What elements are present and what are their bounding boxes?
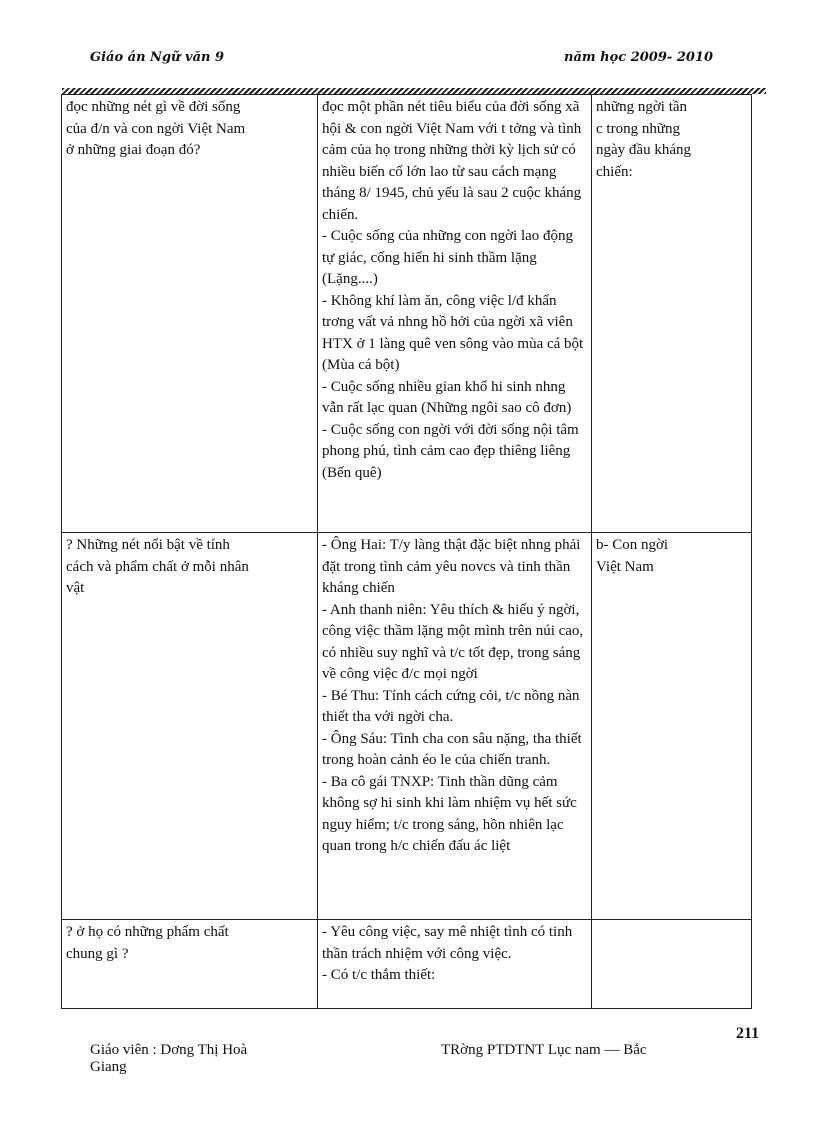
answer-cell xyxy=(318,533,592,920)
answer-paragraph: - Ông Sáu: Tình cha con sâu nặng, tha thiết trong hoàn cảnh éo le của chiến tranh. xyxy=(322,730,582,768)
answer-paragraph: - Cuộc sống nhiều gian khổ hi sinh nhng vẫn rất lạc quan (Những ngôi sao cô đơn) xyxy=(322,378,572,416)
page-number: 211 xyxy=(736,1025,760,1042)
header-subject: Giáo án Ngữ văn 9 xyxy=(90,50,225,65)
answer-paragraph: - Bé Thu: Tính cách cứng cỏi, t/c nồng nàn thiết tha với ngời cha. xyxy=(322,687,580,725)
question-cell xyxy=(62,920,318,1009)
answer-paragraph: - Anh thanh niên: Yêu thích & hiểu ý ngời, công việc thầm lặng một mình trên núi cao, có nhiều suy nghĩ và t/c tốt đẹp, trong sáng về công việc đ/c mọi ngời xyxy=(322,601,584,682)
answer-cell xyxy=(318,95,592,533)
answer-paragraph: đọc một phần nét tiêu biểu của đời sống xã hội & con ngời Việt Nam với t tởng và tình cảm của họ trong những thời kỳ lịch sử có nhiều biến cố lớn lao từ sau cách mạng tháng 8/ 1945, chủ yếu là sau 2 cuộc kháng chiến. xyxy=(322,99,582,223)
question-text: đọc những nét gì về đời sống của đ/n và con ngời Việt Nam ở những giai đoạn đó? xyxy=(66,99,246,158)
question-text: ? ở họ có những phẩm chất chung gì ? xyxy=(66,924,229,962)
answer-paragraph: - Yêu công việc, say mê nhiệt tình có tinh thần trách nhiệm với công việc. xyxy=(322,924,573,962)
note-cell xyxy=(592,533,752,920)
note-text: b- Con ngời Việt Nam xyxy=(596,537,669,575)
question-cell xyxy=(62,95,318,533)
footer-school: TRờng PTDTNT Lục nam — Bắc xyxy=(441,1042,647,1058)
question-text: ? Những nét nổi bật về tính cách và phẩm chất ở mỗi nhân vật xyxy=(66,537,249,596)
header-school-year: năm học 2009- 2010 xyxy=(564,50,714,65)
table-row xyxy=(62,920,752,1009)
table-row xyxy=(62,533,752,920)
lesson-table xyxy=(61,94,752,1009)
question-cell xyxy=(62,533,318,920)
answer-paragraph: - Có t/c thắm thiết: xyxy=(322,967,436,983)
footer-teacher: Giáo viên : Dơng Thị Hoà Giang xyxy=(90,1042,248,1075)
note-cell xyxy=(592,920,752,1009)
answer-paragraph: - Cuộc sống con ngời với đời sống nội tâm phong phú, tình cảm cao đẹp thiêng liêng (Bến quê) xyxy=(322,421,579,481)
answer-paragraph: - Ông Hai: T/y làng thật đặc biệt nhng phải đặt trong tình cảm yêu novcs và tinh thần kháng chiến xyxy=(322,537,581,596)
answer-cell xyxy=(318,920,592,1009)
answer-paragraph: - Không khí làm ăn, công việc l/đ khẩn trơng vất vả nhng hồ hởi của ngời xã viên HTX ở 1 làng quê ven sông vào mùa cá bột (Mùa cá bột) xyxy=(322,292,584,373)
note-cell xyxy=(592,95,752,533)
answer-paragraph: - Cuộc sống của những con ngời lao động tự giác, cống hiến hi sinh thầm lặng (Lặng....) xyxy=(322,228,574,287)
table-row xyxy=(62,95,752,533)
note-text: những ngời tần c trong những ngày đầu kháng chiến: xyxy=(596,99,691,180)
answer-paragraph: - Ba cô gái TNXP: Tinh thần dũng cảm không sợ hi sinh khi làm nhiệm vụ hết sức nguy hiểm; t/c trong sáng, hồn nhiên lạc quan trong h/c chiến đấu ác liệt xyxy=(322,773,577,854)
